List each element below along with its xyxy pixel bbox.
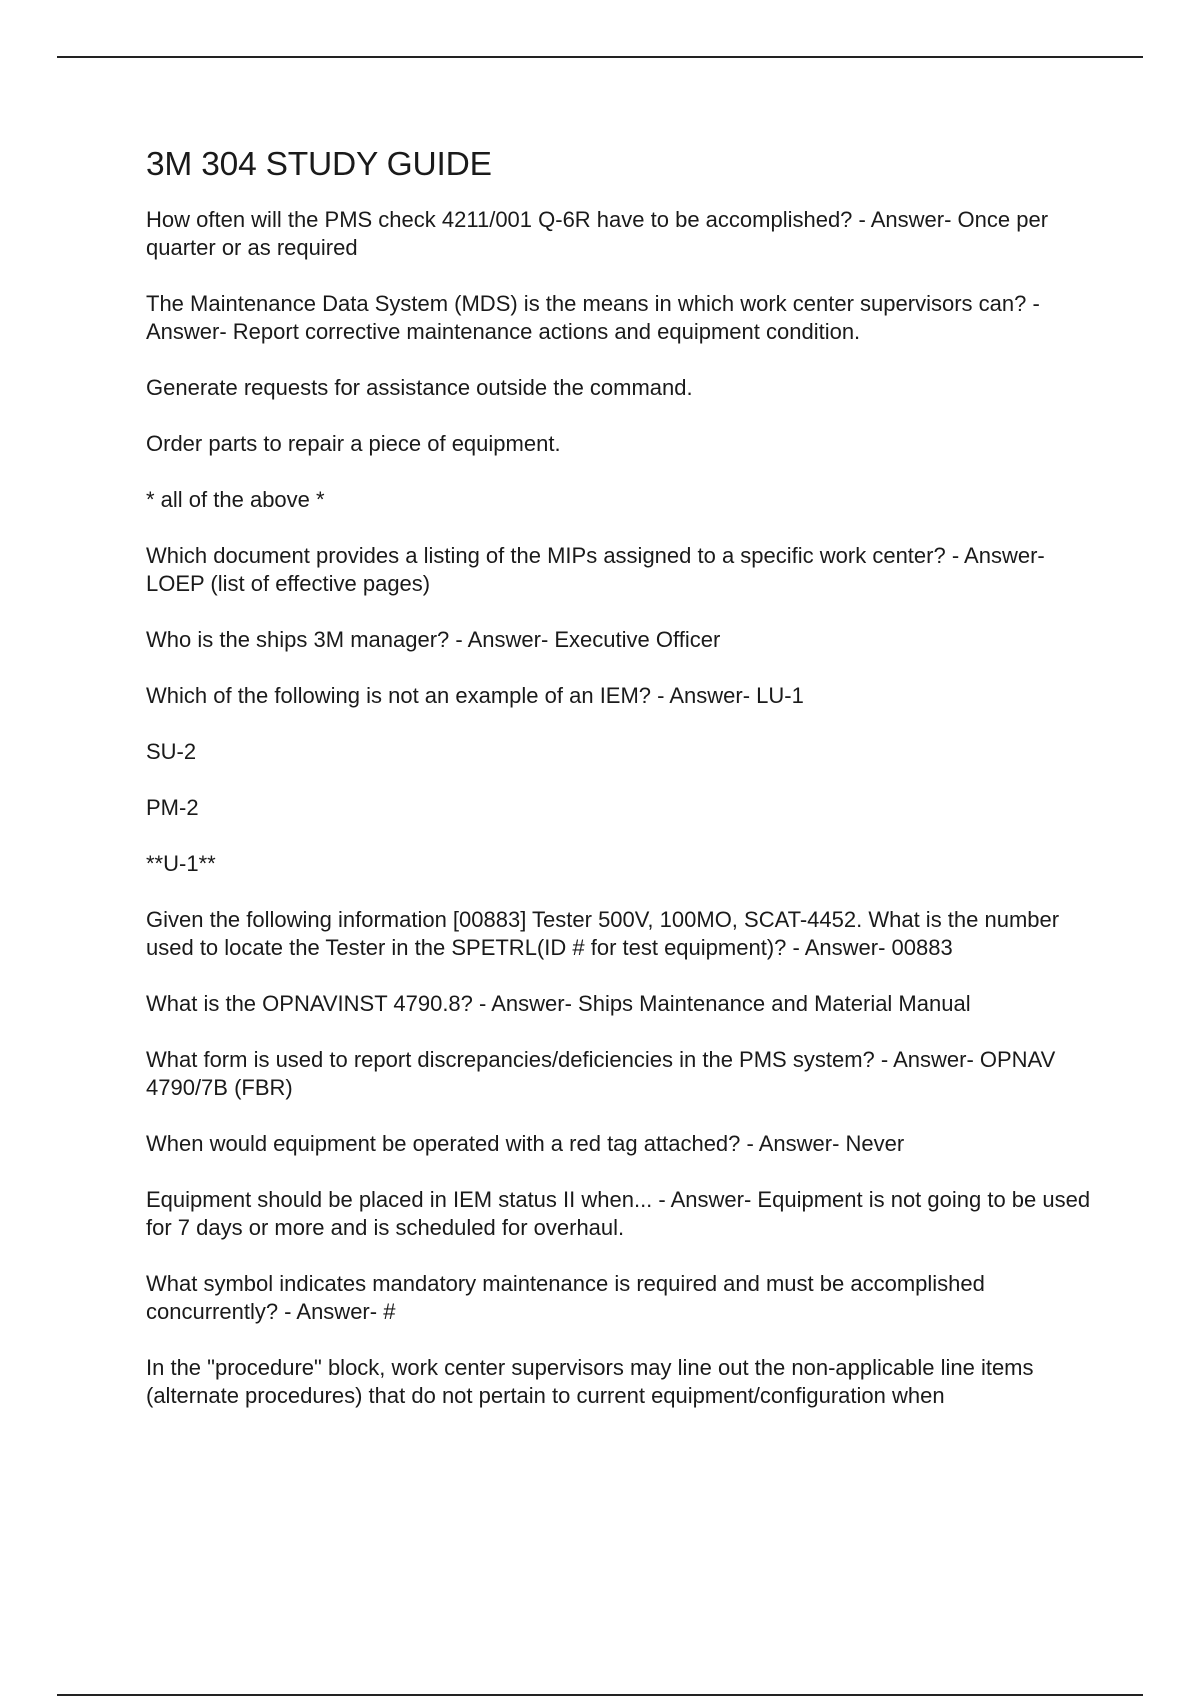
paragraph-q7: What is the OPNAVINST 4790.8? - Answer- Ships Maintenance and Material Manual [146, 991, 971, 1016]
paragraph-q2-option-c: * all of the above * [146, 487, 325, 512]
document-title: 3M 304 STUDY GUIDE [146, 146, 492, 183]
top-divider [57, 56, 1143, 58]
paragraph-q2-option-a: Generate requests for assistance outside the command. [146, 375, 693, 400]
paragraph-q9: When would equipment be operated with a red tag attached? - Answer- Never [146, 1131, 905, 1156]
paragraph-q2-option-b: Order parts to repair a piece of equipment. [146, 431, 561, 456]
document-body [146, 143, 1096, 1438]
paragraph-q10: Equipment should be placed in IEM status II when... - Answer- Equipment is not going to be used for 7 days or more and is scheduled for overhaul. [146, 1187, 1091, 1240]
paragraph-q1: How often will the PMS check 4211/001 Q-6R have to be accomplished? - Answer- Once per quarter or as required [146, 207, 1049, 260]
paragraph-q2: The Maintenance Data System (MDS) is the means in which work center supervisors can? - Answer- Report corrective maintenance actions and equipment condition. [146, 291, 1040, 344]
paragraph-q11: What symbol indicates mandatory maintenance is required and must be accomplished concurrently? - Answer- # [146, 1271, 985, 1324]
paragraph-q6: Given the following information [00883] Tester 500V, 100MO, SCAT-4452. What is the number used to locate the Tester in the SPETRL(ID # for test equipment)? - Answer- 00883 [146, 907, 1060, 960]
paragraph-q5-option-b: PM-2 [146, 795, 199, 820]
paragraph-q5-option-c: **U-1** [146, 851, 216, 876]
paragraph-q5-option-a: SU-2 [146, 739, 197, 764]
paragraph-q5: Which of the following is not an example of an IEM? - Answer- LU-1 [146, 683, 804, 708]
paragraph-q8: What form is used to report discrepancies/deficiencies in the PMS system? - Answer- OPNAV 4790/7B (FBR) [146, 1047, 1056, 1100]
paragraph-q4: Who is the ships 3M manager? - Answer- Executive Officer [146, 627, 721, 652]
bottom-divider [57, 1694, 1143, 1696]
paragraph-q12: In the "procedure" block, work center supervisors may line out the non-applicable line items (alternate procedures) that do not pertain to current equipment/configuration when [146, 1355, 1034, 1408]
paragraph-q3: Which document provides a listing of the MIPs assigned to a specific work center? - Answer- LOEP (list of effective pages) [146, 543, 1045, 596]
